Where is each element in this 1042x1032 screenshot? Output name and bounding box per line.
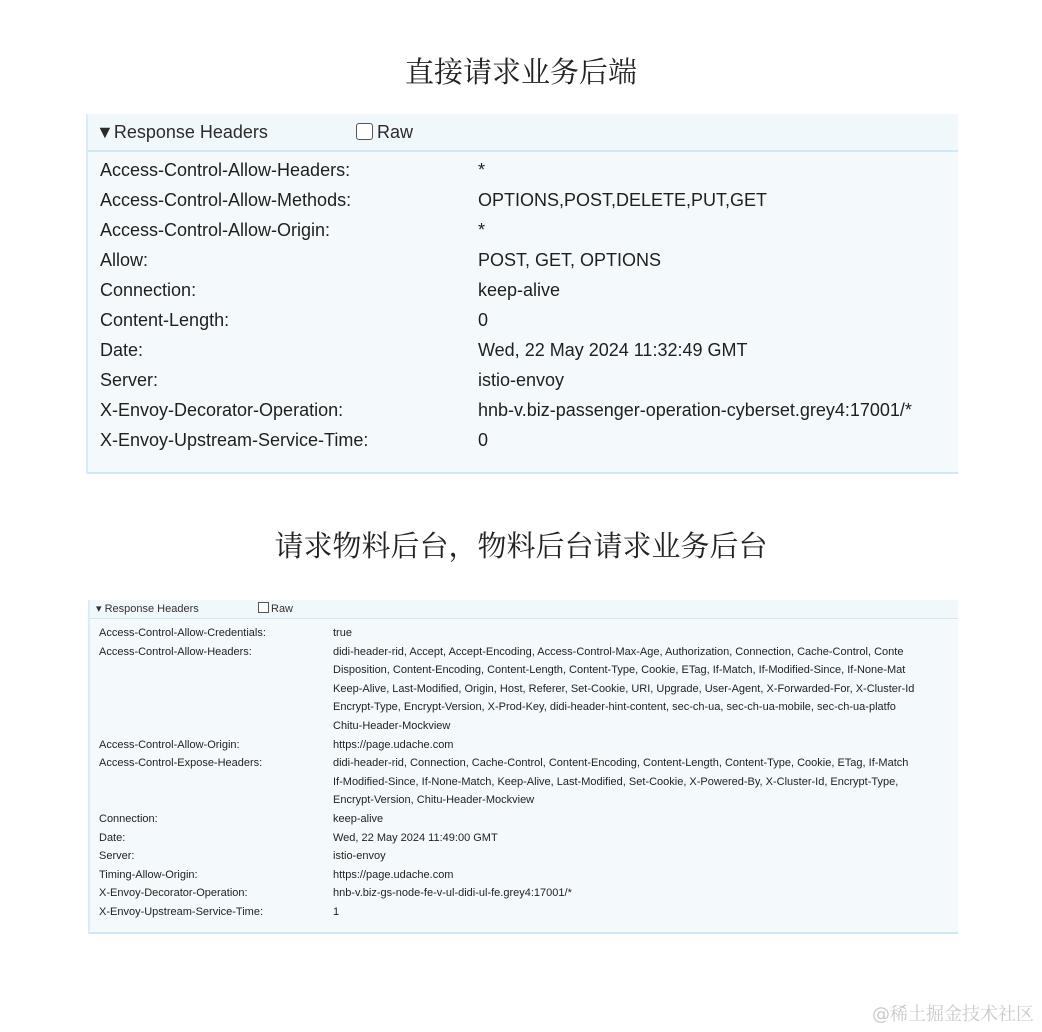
- header-value: *: [478, 220, 486, 240]
- response-headers-toggle[interactable]: ▼Response Headers: [96, 122, 268, 142]
- header-value-line: Wed, 22 May 2024 11:49:00 GMT: [333, 831, 498, 844]
- header-row: [99, 643, 958, 736]
- header-value: [333, 736, 958, 755]
- header-value-line: istio-envoy: [333, 850, 386, 863]
- header-value-line: https://page.udache.com: [333, 738, 454, 751]
- header-value: OPTIONS,POST,DELETE,PUT,GET: [478, 190, 768, 210]
- header-key: Timing-Allow-Origin:: [99, 868, 198, 881]
- raw-checkbox[interactable]: [356, 123, 373, 140]
- response-headers-toggle[interactable]: ▾ Response Headers: [96, 603, 199, 615]
- header-row: [99, 903, 958, 922]
- header-value: [333, 829, 958, 848]
- header-key: Access-Control-Allow-Origin:: [100, 220, 331, 240]
- header-value: POST, GET, OPTIONS: [478, 250, 662, 270]
- response-headers-header: [90, 600, 958, 619]
- header-key: X-Envoy-Upstream-Service-Time:: [99, 905, 264, 918]
- header-row: [99, 810, 958, 829]
- caption-direct-request: 直接请求业务后端: [404, 55, 637, 89]
- header-value: Wed, 22 May 2024 11:32:49 GMT: [478, 340, 748, 360]
- raw-toggle[interactable]: [356, 122, 413, 143]
- header-value: [333, 754, 958, 810]
- header-value-line: didi-header-rid, Connection, Cache-Control, Content-Encoding, Content-Length, Content-Type, Cookie, ETag, If-Match: [333, 757, 909, 770]
- header-key: Connection:: [99, 812, 158, 825]
- header-key: Access-Control-Allow-Headers:: [100, 160, 351, 180]
- header-value-line: If-Modified-Since, If-None-Match, Keep-Alive, Last-Modified, Set-Cookie, X-Powered-By, X-Cluster-Id, Encrypt-Type,: [333, 775, 899, 788]
- header-value: *: [478, 160, 486, 180]
- header-key: Connection:: [100, 280, 197, 300]
- header-value-line: Keep-Alive, Last-Modified, Origin, Host, Referer, Set-Cookie, URI, Upgrade, User-Agent, X-Forwarded-For, X-Cluster-Id: [333, 682, 915, 695]
- header-row: [99, 624, 958, 643]
- header-value: [333, 884, 958, 903]
- header-key: Access-Control-Allow-Headers:: [99, 645, 252, 658]
- header-key: Content-Length:: [100, 310, 230, 330]
- header-value: keep-alive: [478, 280, 561, 300]
- header-value-line: Chitu-Header-Mockview: [333, 719, 451, 732]
- header-key: X-Envoy-Decorator-Operation:: [99, 887, 248, 900]
- header-row: [99, 866, 958, 885]
- raw-toggle[interactable]: [258, 602, 293, 615]
- header-row: [99, 736, 958, 755]
- response-headers-panel-proxy: [88, 600, 958, 934]
- header-value: [333, 847, 958, 866]
- raw-label: Raw: [271, 603, 294, 615]
- header-key: Access-Control-Allow-Origin:: [99, 738, 240, 751]
- header-value-line: true: [333, 627, 352, 639]
- header-rows: [99, 624, 958, 922]
- divider: [88, 472, 958, 474]
- header-value: [333, 866, 958, 885]
- raw-label: Raw: [377, 122, 414, 142]
- header-key: X-Envoy-Upstream-Service-Time:: [100, 430, 369, 450]
- divider: [90, 932, 958, 934]
- header-value-line: https://page.udache.com: [333, 868, 454, 881]
- header-key: Allow:: [100, 250, 149, 270]
- watermark: @稀土掘金技术社区: [872, 1004, 1034, 1025]
- header-row: [99, 829, 958, 848]
- header-key: X-Envoy-Decorator-Operation:: [100, 400, 344, 420]
- header-key: Access-Control-Allow-Methods:: [100, 190, 352, 210]
- header-value-line: didi-header-rid, Accept, Accept-Encoding, Access-Control-Max-Age, Authorization, Connection, Cache-Control, Conte: [333, 645, 904, 658]
- header-row: [99, 847, 958, 866]
- header-value: [333, 643, 958, 736]
- header-key: Access-Control-Allow-Credentials:: [99, 627, 266, 639]
- header-value-line: keep-alive: [333, 812, 384, 825]
- header-value: [333, 903, 958, 922]
- header-value: 0: [478, 310, 489, 330]
- caption-proxy-request: 请求物料后台，物料后台请求业务后台: [274, 529, 768, 563]
- header-row: [99, 754, 958, 810]
- header-key: Server:: [100, 370, 159, 390]
- header-value: [333, 810, 958, 829]
- header-key: Access-Control-Expose-Headers:: [99, 757, 263, 770]
- header-key: Date:: [100, 340, 144, 360]
- response-headers-panel-direct: [86, 114, 958, 474]
- header-value-line: hnb-v.biz-gs-node-fe-v-ul-didi-ul-fe.grey4:17001/*: [333, 887, 572, 900]
- header-value: 0: [478, 430, 489, 450]
- response-headers-header: [88, 114, 958, 152]
- header-key: Server:: [99, 850, 135, 863]
- header-row: [99, 884, 958, 903]
- header-value-line: Encrypt-Version, Chitu-Header-Mockview: [333, 794, 535, 807]
- header-key: Date:: [99, 831, 126, 844]
- header-value: hnb-v.biz-passenger-operation-cyberset.grey4:17001/*: [478, 400, 912, 420]
- header-value: [333, 624, 958, 643]
- header-value-line: Disposition, Content-Encoding, Content-Length, Content-Type, Cookie, ETag, If-Match, If-Modified-Since, If-None-Mat: [333, 664, 906, 677]
- header-value: istio-envoy: [478, 370, 565, 390]
- header-value-line: Encrypt-Type, Encrypt-Version, X-Prod-Key, didi-header-hint-content, sec-ch-ua, sec-ch-ua-mobile, sec-ch-ua-platfo: [333, 701, 896, 714]
- header-value-line: 1: [333, 905, 340, 918]
- raw-checkbox[interactable]: [258, 602, 269, 613]
